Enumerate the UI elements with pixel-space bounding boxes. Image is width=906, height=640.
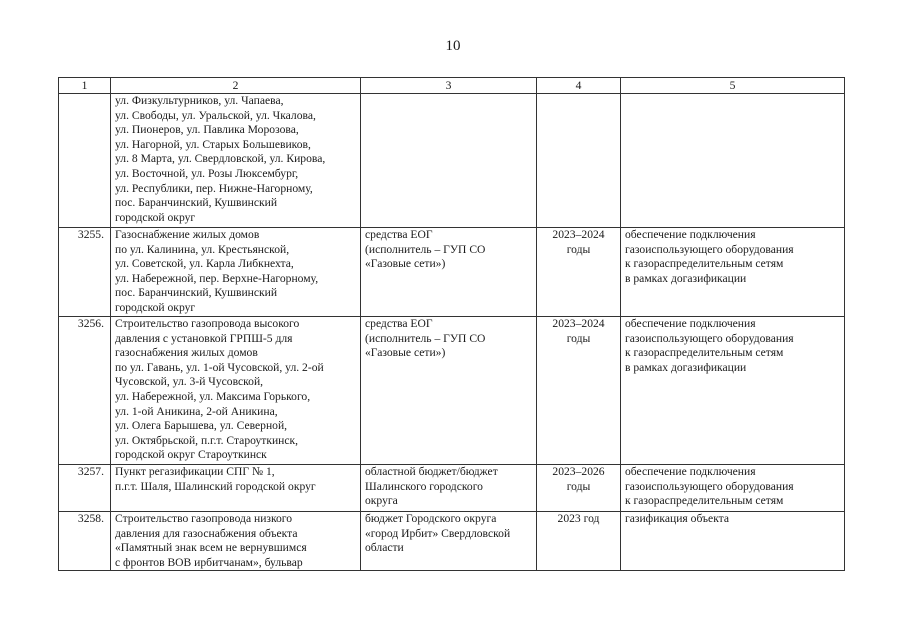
header-row — [59, 78, 845, 94]
column-header-1: 1 — [59, 78, 111, 94]
table-row — [59, 465, 845, 512]
implementation-period — [537, 94, 621, 228]
row-number — [59, 94, 111, 228]
program-table — [58, 77, 845, 571]
implementation-period: 2023–2024 годы — [537, 317, 621, 465]
object-description: Строительство газопровода низкого давления для газоснабжения объекта «Памятный знак всем не вернувшимся с фронтов ВОВ ирбитчанам», бульвар — [111, 512, 361, 571]
table-row — [59, 512, 845, 571]
expected-result: газификация объекта — [621, 512, 845, 571]
object-description: Газоснабжение жилых домов по ул. Калинина, ул. Крестьянской, ул. Советской, ул. Карла Либкнехта, ул. Набережной, пер. Верхне-Нагорному, пос. Баранчинский, Кушвинский городской округ — [111, 228, 361, 317]
object-description: Пункт регазификации СПГ № 1, п.г.т. Шаля, Шалинский городской округ — [111, 465, 361, 512]
expected-result: обеспечение подключения газоиспользующего оборудования к газораспределительным сетям в рамках догазификации — [621, 317, 845, 465]
funding-source: областной бюджет/бюджет Шалинского городского округа — [361, 465, 537, 512]
column-header-5: 5 — [621, 78, 845, 94]
funding-source: бюджет Городского округа «город Ирбит» Свердловской области — [361, 512, 537, 571]
implementation-period: 2023–2024 годы — [537, 228, 621, 317]
page-number: 10 — [445, 38, 461, 54]
column-header-4: 4 — [537, 78, 621, 94]
funding-source: средства ЕОГ (исполнитель – ГУП СО «Газовые сети») — [361, 317, 537, 465]
row-number: 3255. — [59, 228, 111, 317]
expected-result — [621, 94, 845, 228]
implementation-period: 2023 год — [537, 512, 621, 571]
expected-result: обеспечение подключения газоиспользующего оборудования к газораспределительным сетям — [621, 465, 845, 512]
funding-source: средства ЕОГ (исполнитель – ГУП СО «Газовые сети») — [361, 228, 537, 317]
table-row — [59, 94, 845, 228]
funding-source — [361, 94, 537, 228]
column-header-2: 2 — [111, 78, 361, 94]
row-number: 3256. — [59, 317, 111, 465]
row-number: 3257. — [59, 465, 111, 512]
table-row — [59, 317, 845, 465]
expected-result: обеспечение подключения газоиспользующего оборудования к газораспределительным сетям в рамках догазификации — [621, 228, 845, 317]
row-number: 3258. — [59, 512, 111, 571]
object-description: Строительство газопровода высокого давления с установкой ГРПШ-5 для газоснабжения жилых домов по ул. Гавань, ул. 1-ой Чусовской, ул. 2-ой Чусовской, ул. 3-й Чусовской, ул. Набережной, ул. Максима Горького, ул. 1-ой Аникина, 2-ой Аникина, ул. Олега Барышева, ул. Северной, ул. Октябрьской, п.г.т. Староуткинск, городской округ Староуткинск — [111, 317, 361, 465]
table-row — [59, 228, 845, 317]
object-description: ул. Физкультурников, ул. Чапаева, ул. Свободы, ул. Уральской, ул. Чкалова, ул. Пионеров, ул. Павлика Морозова, ул. Нагорной, ул. Старых Большевиков, ул. 8 Марта, ул. Свердловской, ул. Кирова, ул. Восточной, ул. Розы Люксембург, ул. Республики, пер. Нижне-Нагорному, пос. Баранчинский, Кушвинский городской округ — [111, 94, 361, 228]
implementation-period: 2023–2026 годы — [537, 465, 621, 512]
column-header-3: 3 — [361, 78, 537, 94]
